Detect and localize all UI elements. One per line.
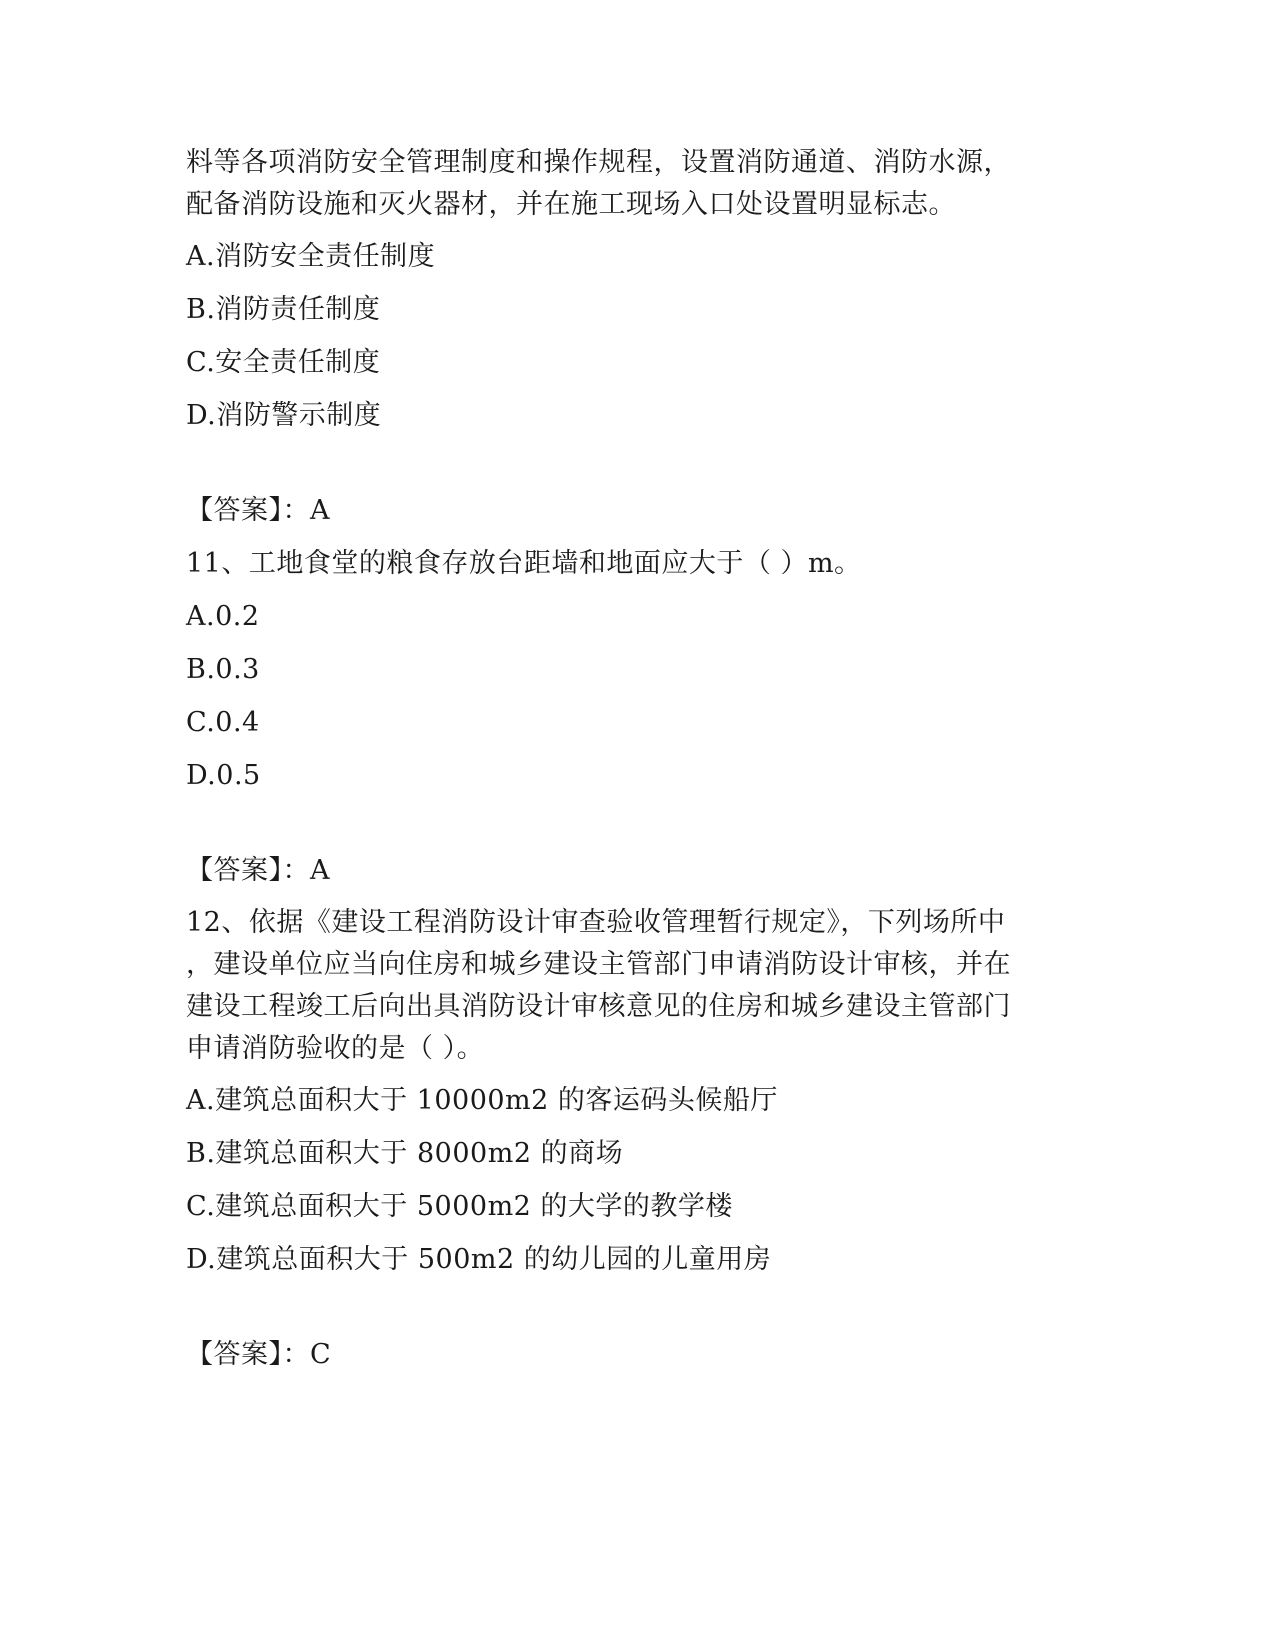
question-12-stem-line-4: 申请消防验收的是（ ）。 — [186, 1033, 485, 1064]
question-12-stem-line-2: ，建设单位应当向住房和城乡建设主管部门申请消防设计审核，并在 — [186, 949, 1011, 980]
question-12-answer: 【答案】：C — [186, 1339, 332, 1370]
question-10-answer: 【答案】：A — [186, 495, 330, 526]
question-11-stem: 11、工地食堂的粮食存放台距墙和地面应大于（ ）m。 — [186, 548, 862, 579]
question-11-option-a: A.0.2 — [186, 601, 260, 632]
question-10-stem-line-1: 料等各项消防安全管理制度和操作规程，设置消防通道、消防水源， — [186, 147, 1011, 178]
question-11-answer: 【答案】：A — [186, 855, 330, 886]
question-12-stem-line-3: 建设工程竣工后向出具消防设计审核意见的住房和城乡建设主管部门 — [186, 991, 1011, 1022]
question-11-option-b: B.0.3 — [186, 654, 260, 685]
question-10-option-a: A.消防安全责任制度 — [186, 241, 436, 272]
question-12-option-c: C.建筑总面积大于 5000m2 的大学的教学楼 — [186, 1191, 733, 1222]
question-11-option-d: D.0.5 — [186, 760, 261, 791]
question-12-option-a: A.建筑总面积大于 10000m2 的客运码头候船厅 — [186, 1085, 778, 1116]
question-10-option-b: B.消防责任制度 — [186, 294, 381, 325]
question-12-stem-line-1: 12、依据《建设工程消防设计审查验收管理暂行规定》，下列场所中 — [186, 907, 1006, 938]
question-10-option-c: C.安全责任制度 — [186, 347, 381, 378]
question-12-option-d: D.建筑总面积大于 500m2 的幼儿园的儿童用房 — [186, 1244, 772, 1275]
question-10-stem-line-2: 配备消防设施和灭火器材，并在施工现场入口处设置明显标志。 — [186, 189, 956, 220]
question-12-option-b: B.建筑总面积大于 8000m2 的商场 — [186, 1138, 624, 1169]
question-10-option-d: D.消防警示制度 — [186, 400, 382, 431]
question-11-option-c: C.0.4 — [186, 707, 260, 738]
